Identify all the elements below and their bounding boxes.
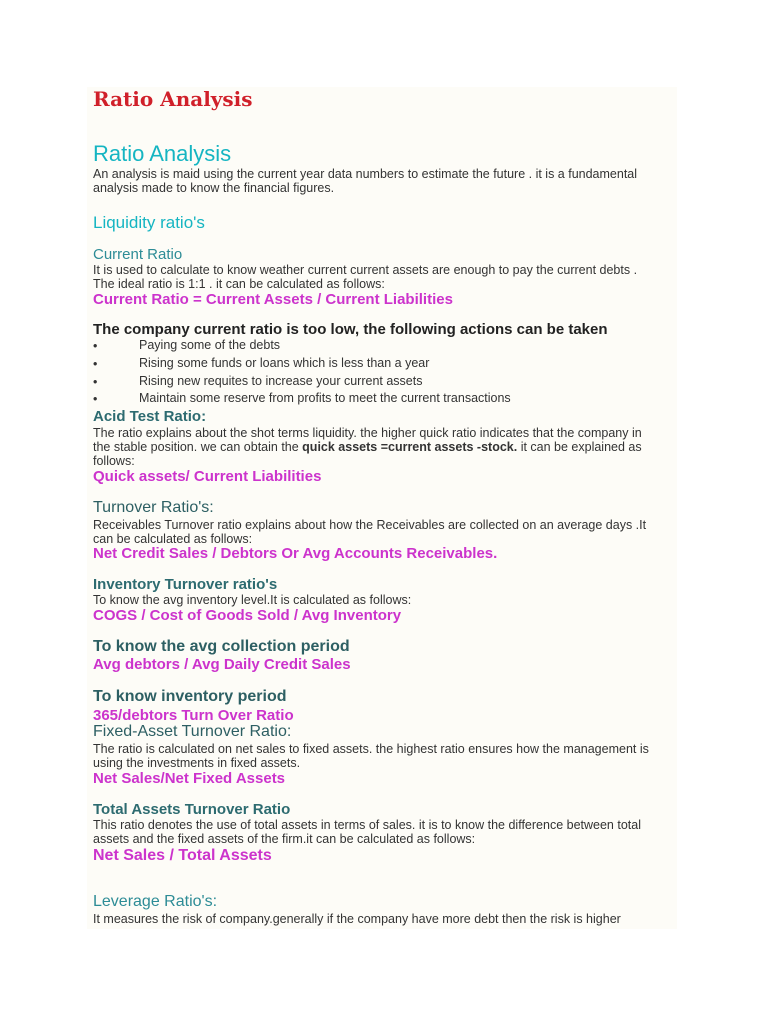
fixed-asset-formula: Net Sales/Net Fixed Assets: [93, 770, 286, 787]
fixed-asset-heading: Fixed-Asset Turnover Ratio:: [93, 723, 292, 740]
inventory-period-formula: 365/debtors Turn Over Ratio: [93, 707, 294, 724]
turnover-heading: Turnover Ratio's:: [93, 499, 214, 516]
fixed-asset-line-1: The ratio is calculated on net sales to fixed assets. the highest ratio ensures how the management is: [93, 742, 649, 756]
low-ratio-heading: The company current ratio is too low, the following actions can be taken: [93, 321, 608, 338]
total-assets-formula: Net Sales / Total Assets: [93, 847, 272, 864]
acid-test-line-3: follows:: [93, 454, 135, 468]
inventory-period-heading: To know inventory period: [93, 688, 287, 705]
total-assets-line-2: assets and the fixed assets of the firm.it can be calculated as follows:: [93, 832, 476, 846]
turnover-line-1: Receivables Turnover ratio explains about how the Receivables are collected on an average days .It: [93, 518, 647, 532]
acid-test-line-2-post: it can be explained as: [517, 440, 642, 454]
leverage-heading: Leverage Ratio's:: [93, 893, 218, 910]
list-item: Rising new requites to increase your current assets: [139, 374, 423, 388]
inventory-turnover-heading: Inventory Turnover ratio's: [93, 576, 278, 593]
inventory-turnover-formula: COGS / Cost of Goods Sold / Avg Inventory: [93, 607, 402, 624]
current-ratio-line-2: The ideal ratio is 1:1 . it can be calculated as follows:: [93, 277, 385, 291]
liquidity-heading: Liquidity ratio's: [93, 213, 205, 232]
acid-test-line-1: The ratio explains about the shot terms liquidity. the higher quick ratio indicates that the company in: [93, 426, 642, 440]
intro-line-1: An analysis is maid using the current year data numbers to estimate the future . it is a fundamental: [93, 167, 638, 181]
inventory-turnover-line-1: To know the avg inventory level.It is calculated as follows:: [93, 593, 412, 607]
collection-period-heading: To know the avg collection period: [93, 638, 350, 655]
list-item: Paying some of the debts: [139, 338, 281, 352]
leverage-line-1: It measures the risk of company.generally if the company have more debt then the risk is higher: [93, 912, 621, 926]
turnover-formula: Net Credit Sales / Debtors Or Avg Accounts Receivables.: [93, 545, 498, 562]
bullet-marker: •: [93, 357, 98, 371]
bullet-marker: •: [93, 375, 98, 389]
list-item: Maintain some reserve from profits to meet the current transactions: [139, 391, 511, 405]
main-heading: Ratio Analysis: [93, 141, 232, 166]
fixed-asset-line-2: using the investments in fixed assets.: [93, 756, 301, 770]
acid-test-line-2: [93, 440, 642, 454]
bullet-marker: •: [93, 392, 98, 406]
turnover-line-2: can be calculated as follows:: [93, 532, 253, 546]
bullet-marker: •: [93, 339, 98, 353]
list-item: Rising some funds or loans which is less than a year: [139, 356, 430, 370]
acid-test-formula: Quick assets/ Current Liabilities: [93, 468, 322, 485]
current-ratio-formula: Current Ratio = Current Assets / Current Liabilities: [93, 291, 453, 308]
acid-test-heading: Acid Test Ratio:: [93, 408, 207, 425]
collection-period-formula: Avg debtors / Avg Daily Credit Sales: [93, 656, 351, 673]
current-ratio-line-1: It is used to calculate to know weather current current assets are enough to pay the current debts .: [93, 263, 638, 277]
current-ratio-heading: Current Ratio: [93, 246, 183, 263]
acid-test-quick-assets-bold: quick assets =current assets -stock.: [302, 440, 518, 454]
total-assets-heading: Total Assets Turnover Ratio: [93, 801, 291, 818]
acid-test-line-2-pre: the stable position. we can obtain the: [93, 440, 303, 454]
intro-line-2: analysis made to know the financial figures.: [93, 181, 335, 195]
total-assets-line-1: This ratio denotes the use of total assets in terms of sales. it is to know the difference between total: [93, 818, 641, 832]
document-title: Ratio Analysis: [93, 87, 253, 111]
